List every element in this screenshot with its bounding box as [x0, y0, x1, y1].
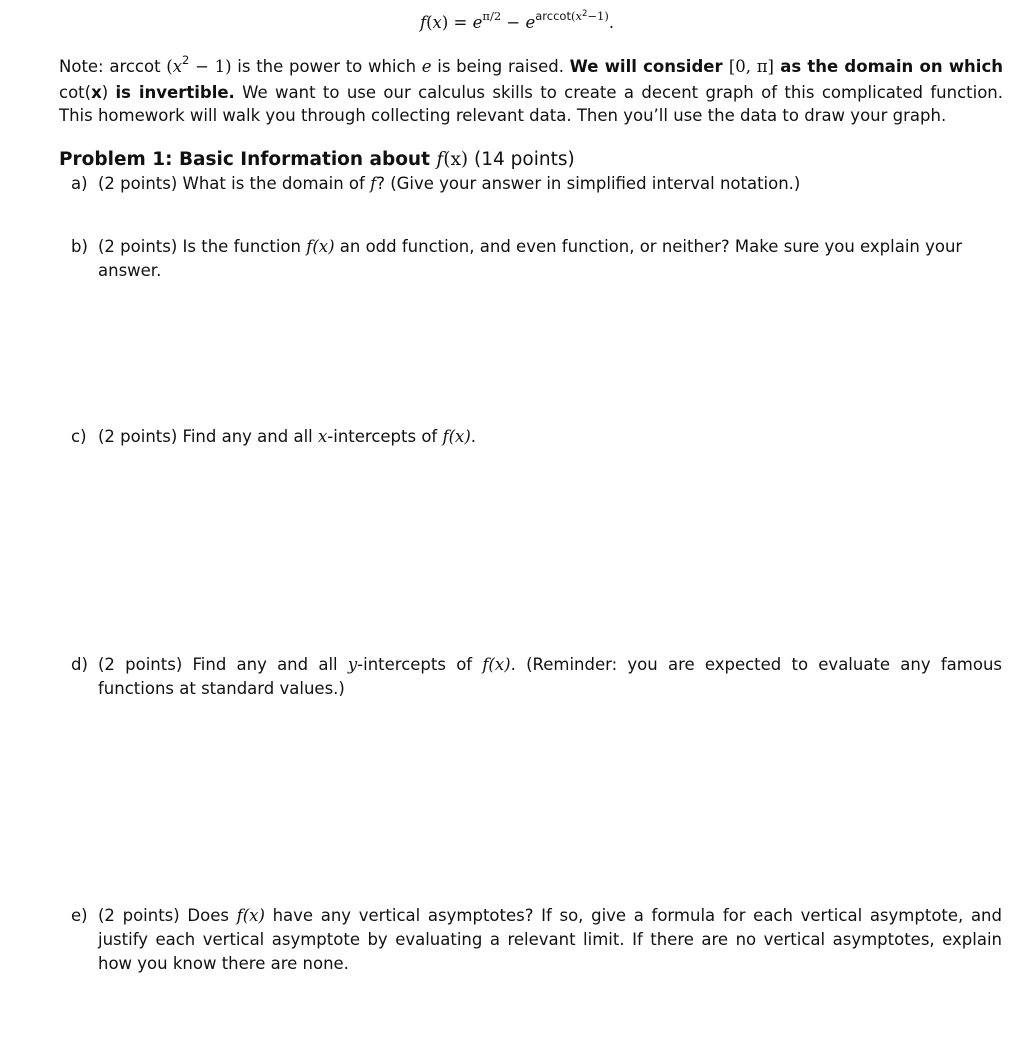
problem-title: Problem 1: Basic Information about f(x) (14 points): [59, 149, 575, 170]
interval: [0, π]: [728, 57, 774, 76]
question-label: b): [71, 237, 88, 256]
formula-arg: (x): [426, 13, 449, 32]
question-label: c): [71, 427, 87, 446]
question-label: d): [71, 655, 88, 674]
formula-equals: =: [448, 13, 473, 32]
formula-e1-exponent: π/2: [482, 9, 502, 23]
formula-e2: e: [525, 13, 536, 32]
question-text: (2 points) Find any and all y-intercepts of f(x). (Reminder: you are expected to evaluate any famous functions at standard values.): [98, 655, 1002, 698]
question-label: e): [71, 906, 88, 925]
question-text: (2 points) What is the domain of f? (Give your answer in simplified interval notation.): [98, 174, 801, 193]
formula-f: f: [420, 13, 427, 32]
question-text: (2 points) Is the function f(x) an odd function, and even function, or neither? Make sure you explain your answer.: [98, 237, 963, 280]
question-text: (2 points) Find any and all x-intercepts of f(x).: [98, 427, 477, 446]
formula-e1: e: [472, 13, 483, 32]
formula-minus: −: [501, 13, 526, 32]
question-label: a): [71, 174, 88, 193]
question-text: (2 points) Does f(x) have any vertical asymptotes? If so, give a formula for each vertical asymptote, and justify each vertical asymptote by evaluating a relevant limit. If there are no vertical asymptotes, explain how you know there are none.: [98, 906, 1002, 973]
function-formula: [420, 9, 615, 36]
formula-e2-exponent: arccot(x2−1): [535, 9, 609, 23]
note-paragraph: Note: arccot $(x^2 - 1)$ is the power to which e is being raised. We will consider [0, π] as the domain on which cot(x) is invertible. We want to use our calculus skills to create a decent graph of this complicated function. This homework will walk you through collecting relevant data. Then you’ll use the data to draw your graph.: [59, 53, 1003, 125]
formula-period: .: [608, 13, 615, 32]
